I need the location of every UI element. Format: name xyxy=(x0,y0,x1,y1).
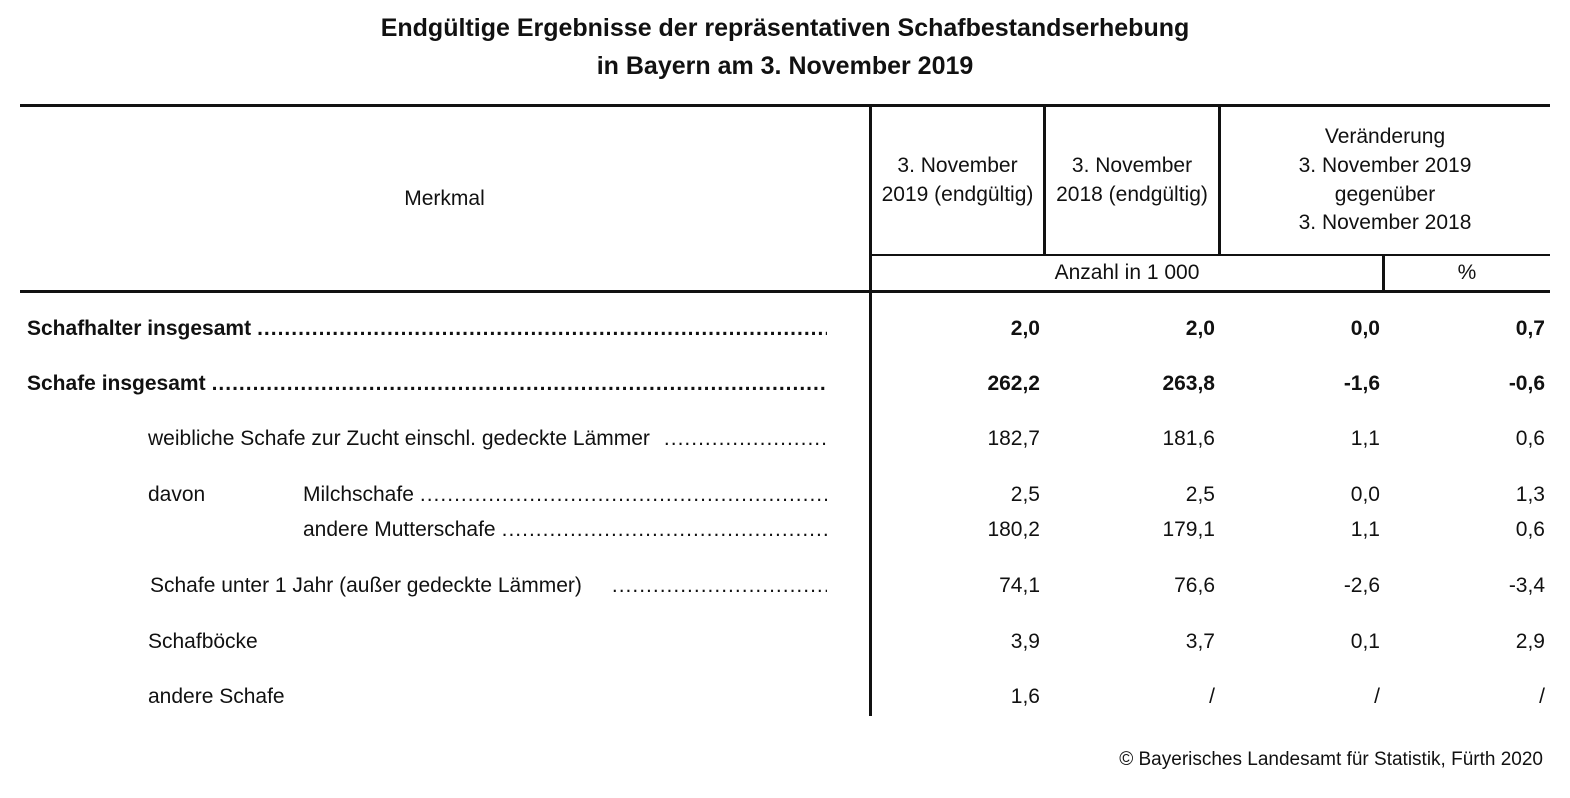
page-title-line-2: in Bayern am 3. November 2019 xyxy=(596,52,974,80)
cell-diff: 0,1 xyxy=(1350,630,1380,653)
header-change-line-2: 3. November 2019 xyxy=(1298,154,1472,177)
cell-2018: 2,0 xyxy=(1185,317,1215,340)
header-change-line-1: Veränderung xyxy=(1324,125,1446,148)
header-change-line-3: gegenüber xyxy=(1334,183,1436,206)
copyright-footer: © Bayerisches Landesamt für Statistik, Fürth 2020 xyxy=(1119,749,1543,770)
row-label-schafhalter xyxy=(27,316,827,342)
leader-dots xyxy=(212,371,827,397)
header-col-2019-line-2: 2019 (endgültig) xyxy=(881,183,1034,206)
cell-2018: 3,7 xyxy=(1185,630,1215,653)
leader-dots xyxy=(420,482,827,508)
cell-diff: 0,0 xyxy=(1350,317,1380,340)
cell-pct: 0,6 xyxy=(1515,518,1545,541)
header-bottom-rule xyxy=(20,290,1550,293)
header-unit-percent: % xyxy=(1457,261,1477,284)
cell-pct: 2,9 xyxy=(1515,630,1545,653)
table-top-rule xyxy=(20,104,1550,107)
cell-2018: 76,6 xyxy=(1174,574,1215,597)
cell-pct: / xyxy=(1539,685,1545,708)
header-col-2018-line-1: 3. November xyxy=(1071,154,1193,177)
cell-diff: 0,0 xyxy=(1350,483,1380,506)
cell-diff: / xyxy=(1374,685,1380,708)
row-label-text: weibliche Schafe zur Zucht einschl. gedeckte Lämmer xyxy=(148,427,650,450)
page-title-line-1: Endgültige Ergebnisse der repräsentativen Schafbestandserhebung xyxy=(380,14,1190,42)
row-label-text: Schafe insgesamt xyxy=(27,372,206,395)
cell-2019: 262,2 xyxy=(987,372,1040,395)
cell-2018: 2,5 xyxy=(1185,483,1215,506)
row-label-milchschafe xyxy=(303,482,827,508)
row-label-text: Schafe unter 1 Jahr (außer gedeckte Lämmer) xyxy=(150,574,582,597)
cell-2019: 180,2 xyxy=(987,518,1040,541)
cell-pct: -3,4 xyxy=(1508,574,1545,597)
cell-diff: 1,1 xyxy=(1350,427,1380,450)
leader-dots xyxy=(664,426,827,452)
row-label-schafboecke: Schafböcke xyxy=(148,630,258,653)
cell-2018: 179,1 xyxy=(1162,518,1215,541)
header-col-2019-line-1: 3. November xyxy=(897,154,1018,177)
header-change-line-4: 3. November 2018 xyxy=(1298,211,1472,234)
row-label-text: andere Mutterschafe xyxy=(303,518,496,541)
cell-diff: -2,6 xyxy=(1343,574,1380,597)
cell-2019: 2,5 xyxy=(1010,483,1040,506)
cell-pct: 0,7 xyxy=(1515,317,1545,340)
header-col-2018-line-2: 2018 (endgültig) xyxy=(1056,183,1208,206)
row-label-andere-schafe: andere Schafe xyxy=(148,685,285,708)
cell-2019: 1,6 xyxy=(1010,685,1040,708)
cell-pct: 1,3 xyxy=(1515,483,1545,506)
leader-dots xyxy=(502,517,827,543)
header-merkmal: Merkmal xyxy=(404,187,485,210)
cell-pct: 0,6 xyxy=(1515,427,1545,450)
cell-2019: 2,0 xyxy=(1010,317,1040,340)
cell-2018: 181,6 xyxy=(1162,427,1215,450)
cell-2019: 74,1 xyxy=(999,574,1040,597)
cell-2018: 263,8 xyxy=(1162,372,1215,395)
cell-2019: 182,7 xyxy=(987,427,1040,450)
cell-diff: 1,1 xyxy=(1350,518,1380,541)
row-label-schafe-insgesamt xyxy=(27,371,827,397)
row-label-text: Milchschafe xyxy=(303,483,414,506)
cell-2019: 3,9 xyxy=(1010,630,1040,653)
cell-2018: / xyxy=(1209,685,1215,708)
cell-diff: -1,6 xyxy=(1343,372,1380,395)
unit-row-rule xyxy=(871,254,1550,256)
row-label-andere-mutterschafe xyxy=(303,517,827,543)
cell-pct: -0,6 xyxy=(1508,372,1545,395)
header-unit-count: Anzahl in 1 000 xyxy=(1054,261,1200,284)
leader-dots xyxy=(612,573,827,599)
row-label-text: Schafhalter insgesamt xyxy=(27,317,252,340)
row-label-weibliche-schafe xyxy=(148,426,827,452)
leader-dots xyxy=(257,316,827,342)
row-label-schafe-unter-1-jahr xyxy=(150,573,827,599)
row-prefix-davon: davon xyxy=(148,483,206,506)
